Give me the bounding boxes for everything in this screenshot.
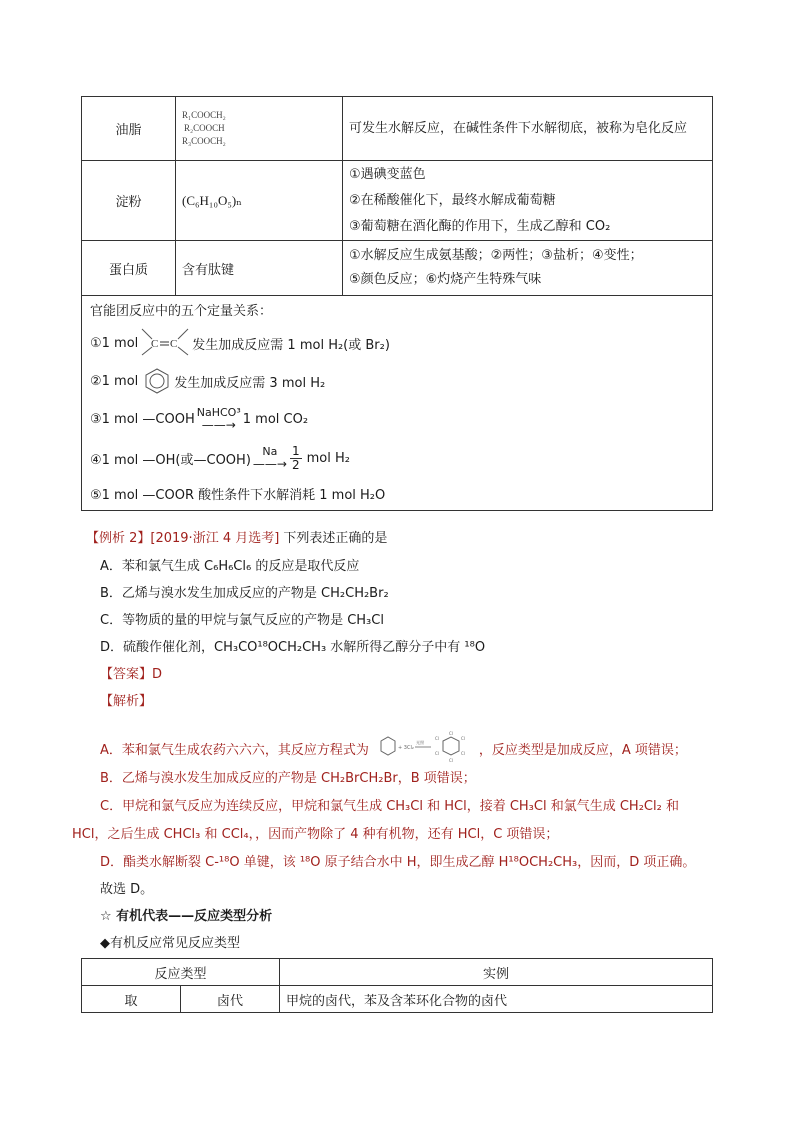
property-line: ①遇碘变蓝色: [349, 166, 426, 182]
fat-structure-line-3: R₃COOCH₂: [182, 136, 226, 146]
cc-double-bond-icon: [138, 325, 192, 361]
analysis-conclusion: 故选 D。: [100, 882, 154, 897]
analysis-c-line-1: C．甲烷和氯气反应为连续反应，甲烷和氯气生成 CH₃Cl 和 HCl，接着 CH₃Cl 和氯气生成 CH₂Cl₂ 和: [100, 799, 679, 814]
category-cell: 取: [82, 986, 181, 1013]
analysis-text: ，反应类型是加成反应，A 项错误；: [478, 742, 687, 758]
property-line: ①水解反应生成氨基酸；②两性；③盐析；④变性；: [349, 248, 643, 263]
analysis-label: 【解析】: [100, 694, 153, 709]
analysis-a: [100, 729, 687, 767]
example-heading: [86, 527, 387, 546]
compound-name: 蛋白质: [82, 241, 176, 296]
quant-text: ①1 mol: [90, 335, 139, 351]
quant-text: 发生加成反应需 1 mol H₂(或 Br₂): [192, 337, 390, 353]
quant-text: 发生加成反应需 3 mol H₂: [174, 375, 326, 391]
option-b: B．乙烯与溴水发生加成反应的产物是 CH₂CH₂Br₂: [100, 586, 389, 601]
section-title: ☆ 有机代表——反应类型分析: [100, 909, 273, 924]
compound-properties: [343, 161, 713, 241]
property-line: ③葡萄糖在酒化酶的作用下，生成乙醇和 CO₂: [349, 218, 611, 234]
analysis-text: A．苯和氯气生成农药六六六，其反应方程式为: [100, 742, 369, 758]
svg-text:Cl: Cl: [460, 736, 465, 741]
benzene-chlorination-equation: [371, 729, 477, 767]
reagent-label: Na: [262, 445, 278, 458]
quant-text: ③1 mol —COOH: [90, 411, 195, 427]
svg-text:+ 3Cl₂: + 3Cl₂: [397, 745, 414, 751]
svg-text:Cl: Cl: [434, 751, 439, 756]
example-label: 【例析 2】: [86, 531, 151, 546]
arrow-icon: ——→: [252, 457, 287, 471]
header-reaction-type: 反应类型: [82, 959, 280, 986]
starch-formula: (C₆H₁₀O₅)ₙ: [176, 161, 343, 241]
example-cell: 甲烷的卤代，苯及含苯环化合物的卤代: [280, 986, 713, 1013]
reaction-type-cell: 卤代: [181, 986, 280, 1013]
compound-properties: [343, 241, 713, 296]
compound-name: 油脂: [82, 97, 176, 161]
property-line: 可发生水解反应，在碱性条件下水解彻底，被称为皂化反应: [349, 120, 688, 136]
quant-text: ④1 mol —OH(或—COOH): [90, 452, 251, 468]
svg-text:Cl: Cl: [460, 751, 465, 756]
fat-structure-line-2: R₂COOCH: [184, 123, 225, 133]
svg-text:Cl: Cl: [448, 731, 453, 736]
quant-title: 官能团反应中的五个定量关系：: [90, 304, 273, 319]
quant-item-1: [90, 324, 706, 362]
fraction-denominator: 2: [291, 457, 300, 472]
quant-text: ②1 mol: [90, 373, 139, 389]
answer-value: D: [152, 667, 163, 682]
benzene-ring-icon: [142, 366, 172, 396]
fraction: [290, 445, 302, 472]
quant-item-3: [90, 400, 706, 438]
svg-text:Cl: Cl: [448, 758, 453, 763]
header-example: 实例: [280, 959, 713, 986]
reaction-types-table: [81, 958, 713, 1013]
arrow-icon: ——→: [201, 418, 236, 432]
fat-structure-line-1: R₁COOCH₂: [182, 110, 226, 120]
svg-text:光照: 光照: [415, 740, 424, 745]
quant-item-4: [90, 438, 706, 478]
answer-label: 【答案】: [100, 667, 153, 682]
quant-item-5: ⑤1 mol —COOR 酸性条件下水解消耗 1 mol H₂O: [90, 487, 386, 503]
compound-properties: [343, 97, 713, 161]
quantitative-relations: [82, 296, 713, 511]
analysis-c-line-2: HCl，之后生成 CHCl₃ 和 CCl₄，，因而产物除了 4 种有机物，还有 HCl，C 项错误；: [72, 827, 559, 842]
reaction-arrow: [197, 407, 241, 431]
option-c: C．等物质的量的甲烷与氯气反应的产物是 CH₃Cl: [100, 613, 384, 628]
answer: [100, 663, 162, 682]
quant-text: mol H₂: [306, 450, 350, 466]
example-question: 下列表述正确的是: [283, 531, 388, 546]
analysis-b: B．乙烯与溴水发生加成反应的产物是 CH₂BrCH₂Br，B 项错误；: [100, 771, 476, 786]
svg-text:C: C: [151, 338, 159, 350]
fat-structure: [176, 97, 343, 161]
quant-text: 1 mol CO₂: [242, 411, 309, 427]
option-d: D．硫酸作催化剂，CH₃CO¹⁸OCH₂CH₃ 水解所得乙醇分子中有 ¹⁸O: [100, 640, 486, 655]
property-line: ②在稀酸催化下，最终水解成葡萄糖: [349, 192, 556, 208]
example-source: [2019·浙江 4 月选考]: [150, 531, 280, 546]
reaction-arrow: [253, 446, 287, 470]
option-a: A．苯和氯气生成 C₆H₆Cl₆ 的反应是取代反应: [100, 559, 360, 574]
fraction-numerator: 1: [291, 443, 300, 458]
property-line: ⑤颜色反应；⑥灼烧产生特殊气味: [349, 272, 542, 287]
protein-feature: 含有肽键: [176, 241, 343, 296]
svg-text:Cl: Cl: [434, 736, 439, 741]
section-subtitle: ◆有机反应常见反应类型: [100, 936, 240, 951]
quant-item-2: [90, 362, 706, 400]
svg-text:C: C: [170, 338, 178, 350]
compound-name: 淀粉: [82, 161, 176, 241]
reagent-label: NaHCO³: [196, 406, 241, 419]
organic-compounds-table: [81, 96, 713, 511]
analysis-d: D．酯类水解断裂 C-¹⁸O 单键，该 ¹⁸O 原子结合水中 H，即生成乙醇 H¹⁸OCH₂CH₃，因而，D 项正确。: [100, 855, 696, 870]
